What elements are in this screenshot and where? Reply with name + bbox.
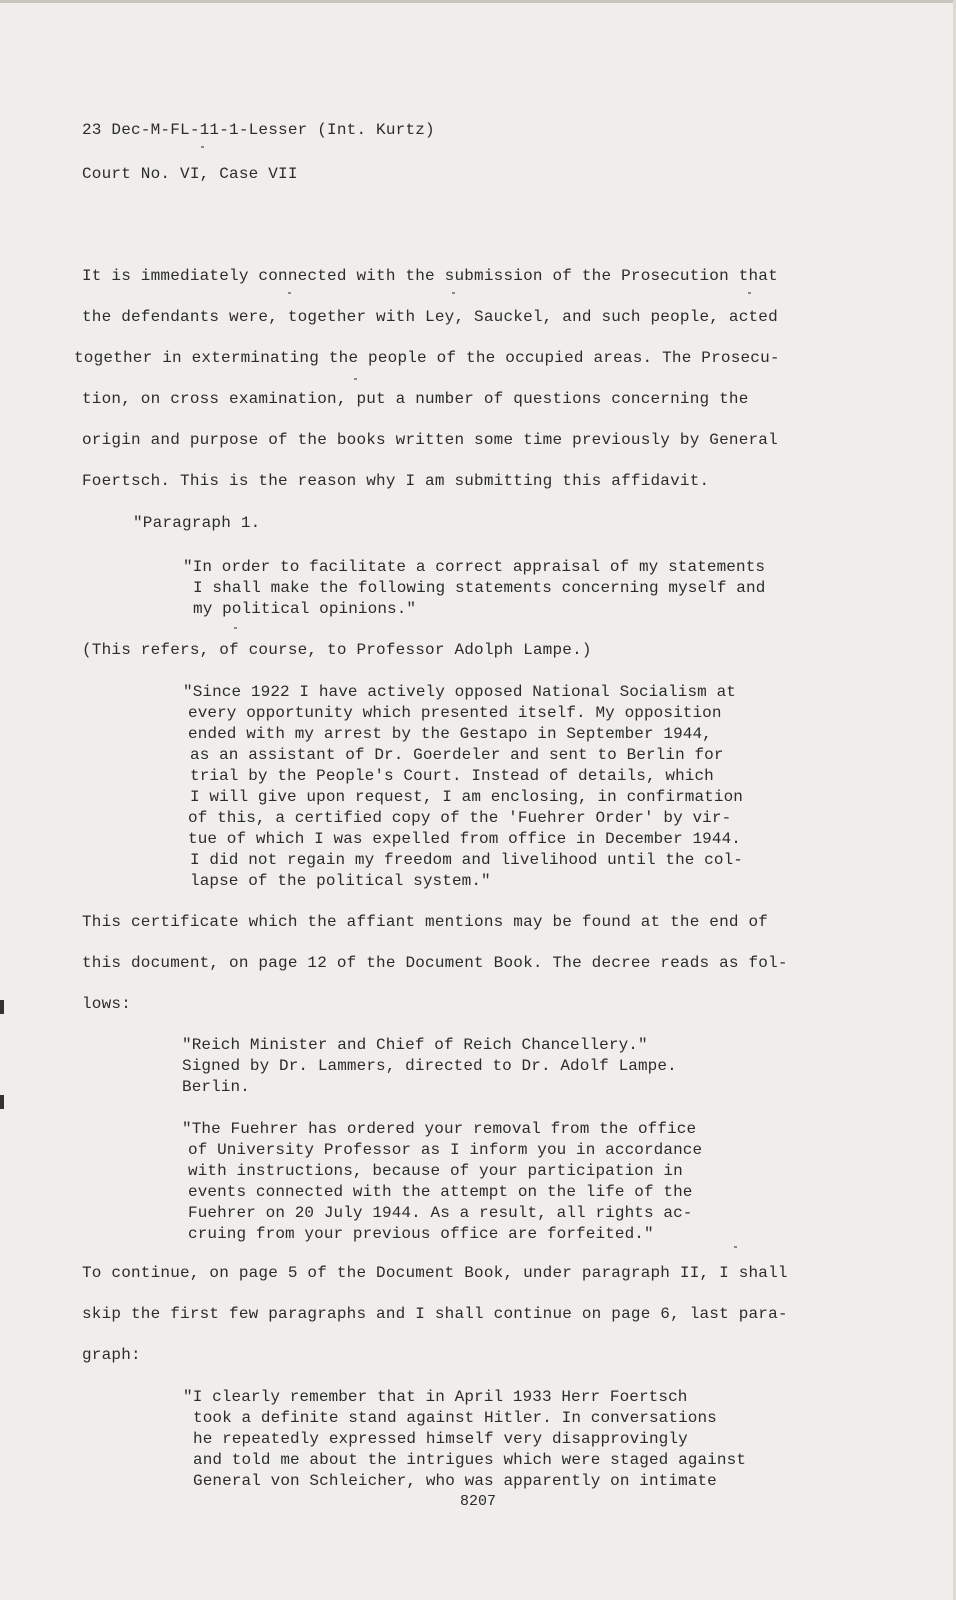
body-line: It is immediately connected with the submission of the Prosecution that: [82, 267, 778, 285]
quote-line: of this, a certified copy of the 'Fuehrer Order' by vir-: [188, 809, 732, 827]
quote-line: Berlin.: [182, 1078, 250, 1096]
body-line: skip the first few paragraphs and I shall continue on page 6, last para-: [82, 1305, 788, 1323]
quote-line: General von Schleicher, who was apparently on intimate: [193, 1472, 717, 1490]
body-line: origin and purpose of the books written some time previously by General: [82, 431, 778, 449]
body-line: To continue, on page 5 of the Document Book, under paragraph II, I shall: [82, 1264, 788, 1282]
quote-line: with instructions, because of your participation in: [188, 1162, 683, 1180]
quote-line: trial by the People's Court. Instead of details, which: [190, 767, 714, 785]
body-line: Foertsch. This is the reason why I am submitting this affidavit.: [82, 472, 710, 490]
stray-mark: [288, 292, 291, 294]
body-line: this document, on page 12 of the Document Book. The decree reads as fol-: [82, 954, 788, 972]
body-line: together in exterminating the people of the occupied areas. The Prosecu-: [74, 349, 780, 367]
stray-mark: [201, 146, 204, 148]
quote-line: and told me about the intrigues which were staged against: [193, 1451, 746, 1469]
body-line: graph:: [82, 1346, 141, 1364]
page-edge-top: [0, 0, 956, 3]
quote-line: Fuehrer on 20 July 1944. As a result, all rights ac-: [188, 1204, 693, 1222]
stray-mark: [748, 292, 751, 294]
stray-mark: [354, 378, 357, 380]
page-number: 8207: [460, 1493, 497, 1510]
quote-line: took a definite stand against Hitler. In conversations: [193, 1409, 717, 1427]
quote-line: my political opinions.": [193, 600, 417, 618]
quote-line: events connected with the attempt on the life of the: [188, 1183, 693, 1201]
stray-mark: [734, 1246, 737, 1248]
body-line: tion, on cross examination, put a number of questions concerning the: [82, 390, 749, 408]
quote-line: cruing from your previous office are forfeited.": [188, 1225, 654, 1243]
stray-mark: [452, 292, 455, 294]
quote-line: as an assistant of Dr. Goerdeler and sent to Berlin for: [190, 746, 724, 764]
court-line: Court No. VI, Case VII: [82, 165, 298, 183]
quote-line: "In order to facilitate a correct appraisal of my statements: [183, 558, 766, 576]
aside-line: (This refers, of course, to Professor Adolph Lampe.): [82, 641, 592, 659]
paragraph-heading: "Paragraph 1.: [133, 514, 261, 532]
quote-line: of University Professor as I inform you in accordance: [188, 1141, 703, 1159]
body-line: the defendants were, together with Ley, Sauckel, and such people, acted: [82, 308, 778, 326]
body-line: This certificate which the affiant mentions may be found at the end of: [82, 913, 769, 931]
body-line: lows:: [82, 995, 132, 1013]
quote-line: I shall make the following statements concerning myself and: [193, 579, 766, 597]
document-reference: 23 Dec-M-FL-11-1-Lesser (Int. Kurtz): [82, 121, 435, 139]
quote-line: Signed by Dr. Lammers, directed to Dr. Adolf Lampe.: [182, 1057, 677, 1075]
quote-line: lapse of the political system.": [190, 872, 491, 890]
binding-mark: [0, 1000, 4, 1014]
quote-line: I will give upon request, I am enclosing, in confirmation: [190, 788, 743, 806]
quote-line: ended with my arrest by the Gestapo in September 1944,: [188, 725, 712, 743]
quote-line: every opportunity which presented itself. My opposition: [188, 704, 722, 722]
quote-line: "Since 1922 I have actively opposed National Socialism at: [183, 683, 736, 701]
quote-line: "Reich Minister and Chief of Reich Chancellery.": [182, 1036, 648, 1054]
quote-line: "The Fuehrer has ordered your removal from the office: [182, 1120, 697, 1138]
binding-mark: [0, 1095, 4, 1109]
quote-line: he repeatedly expressed himself very disapprovingly: [193, 1430, 688, 1448]
quote-line: tue of which I was expelled from office in December 1944.: [188, 830, 741, 848]
quote-line: "I clearly remember that in April 1933 Herr Foertsch: [183, 1388, 688, 1406]
quote-line: I did not regain my freedom and livelihood until the col-: [190, 851, 743, 869]
stray-mark: [234, 627, 237, 629]
